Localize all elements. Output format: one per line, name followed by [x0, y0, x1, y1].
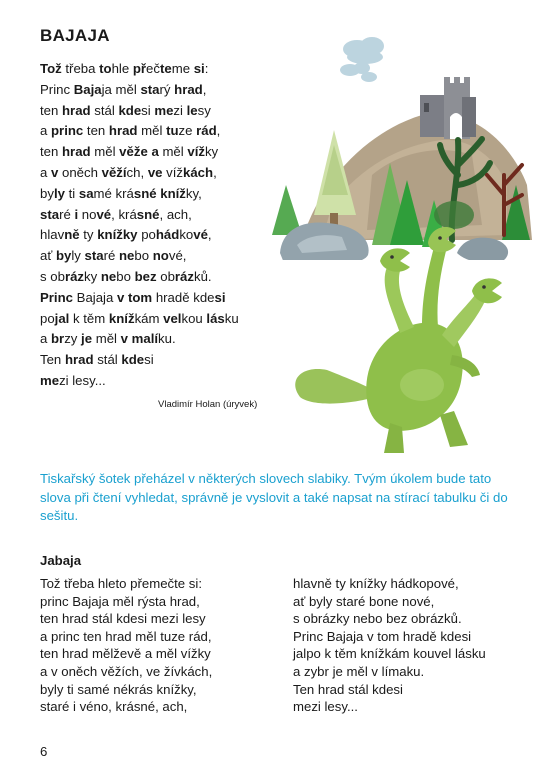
syllable: ré: [59, 206, 75, 222]
poem-line: [40, 163, 290, 184]
syllable: zi: [59, 372, 73, 388]
bold-syllable: že: [133, 144, 152, 160]
bold-syllable: Baja: [73, 81, 102, 97]
syllable: bo: [116, 268, 135, 284]
bold-syllable: Princ: [40, 289, 77, 305]
bold-syllable: me: [154, 102, 174, 118]
syllable: mé: [93, 185, 116, 201]
bold-syllable: kde: [118, 102, 142, 118]
bold-syllable: kníž: [108, 310, 135, 326]
bold-syllable: vé: [96, 206, 112, 222]
syllable: le: [72, 372, 83, 388]
bold-syllable: v: [51, 164, 62, 180]
syllable: ,: [182, 248, 187, 264]
bold-syllable: sné: [133, 185, 161, 201]
syllable: stál: [97, 352, 122, 368]
syllable: ,: [111, 206, 119, 222]
syllable: třeba: [65, 61, 100, 76]
bold-syllable: ne: [118, 248, 135, 264]
poem-line: [40, 309, 290, 330]
syllable: zy: [64, 331, 82, 347]
bold-syllable: kníž: [97, 227, 123, 243]
bold-syllable: hrad: [108, 123, 142, 139]
syllable: ku: [224, 310, 239, 326]
bold-syllable: hrad: [174, 81, 203, 97]
syllable: :: [204, 61, 209, 76]
syllable: ré: [103, 248, 119, 264]
syllable: měl: [95, 331, 121, 347]
syllable: a: [40, 123, 51, 139]
bold-syllable: no: [152, 248, 169, 264]
jabaja-line: ten hrad stál kdesi mezi lesy: [40, 611, 206, 627]
syllable: měl: [94, 144, 120, 160]
syllable: s: [40, 268, 51, 284]
castle-dragon-illustration: [272, 35, 534, 465]
syllable: po: [141, 227, 156, 243]
bold-syllable: si: [193, 61, 205, 76]
castle-icon: [420, 77, 476, 139]
syllable: měl: [162, 144, 188, 160]
bold-syllable: malí: [131, 331, 159, 347]
syllable: hlav: [40, 227, 65, 243]
syllable: hle: [111, 61, 133, 76]
jabaja-line: a zybr je měl v límaku.: [293, 663, 425, 679]
syllable: kám: [134, 310, 164, 326]
syllable: ze: [178, 123, 197, 139]
bold-syllable: te: [159, 61, 172, 76]
poem: [40, 59, 290, 392]
syllable: kde: [193, 289, 215, 305]
syllable: vé: [168, 248, 183, 264]
bold-syllable: hrad: [64, 352, 98, 368]
bold-syllable: věží: [101, 164, 127, 180]
bold-syllable: je: [81, 331, 96, 347]
syllable: .: [171, 331, 176, 347]
syllable: hradě: [155, 289, 194, 305]
poem-line: [40, 350, 290, 371]
syllable: ,: [207, 227, 212, 243]
syllable: ten: [40, 102, 62, 118]
jabaja-line: Ten hrad stál kdesi: [293, 681, 403, 697]
syllable: ob: [160, 268, 175, 284]
bold-syllable: kde: [121, 352, 145, 368]
bold-syllable: př: [132, 61, 147, 76]
syllable: ,: [198, 185, 202, 201]
poem-line: [40, 225, 290, 246]
syllable: sy: [197, 102, 211, 118]
poem-line: [40, 101, 290, 122]
bold-syllable: a: [151, 144, 163, 160]
bold-syllable: sta: [140, 81, 160, 97]
poem-line: [40, 142, 290, 163]
jabaja-line: ať byly staré bone nové,: [293, 593, 435, 609]
syllable: Ten: [40, 352, 65, 368]
bold-syllable: ráz: [64, 268, 84, 284]
bold-syllable: tom: [127, 289, 156, 305]
poem-line: [40, 205, 290, 226]
syllable: ky: [185, 185, 199, 201]
syllable: ků: [193, 268, 208, 284]
syllable: Princ: [40, 81, 74, 97]
syllable: ja: [101, 81, 116, 97]
poem-author: Vladimír Holan (úryvek): [158, 399, 258, 410]
syllable: , ach,: [159, 206, 192, 222]
bold-syllable: kníž: [160, 185, 186, 201]
syllable: si: [141, 102, 155, 118]
syllable: ch,: [126, 164, 148, 180]
bold-syllable: jal: [54, 310, 73, 326]
syllable: ,: [202, 81, 207, 97]
bold-syllable: rád: [196, 123, 217, 139]
syllable: víž: [166, 164, 184, 180]
syllable: bo: [134, 248, 153, 264]
bold-syllable: ve: [147, 164, 167, 180]
bold-syllable: tu: [166, 123, 179, 139]
jabaja-line: Princ Bajaja v tom hradě kdesi: [293, 628, 472, 644]
syllable: Bajaja: [76, 289, 117, 305]
syllable: ly: [71, 248, 85, 264]
syllable: ten: [40, 144, 62, 160]
syllable: si: [144, 352, 154, 368]
bold-syllable: si: [214, 289, 226, 305]
bold-syllable: princ: [51, 123, 87, 139]
syllable: stál: [94, 102, 119, 118]
syllable: no: [81, 206, 97, 222]
bold-syllable: hrad: [62, 144, 95, 160]
syllable: měl: [115, 81, 141, 97]
syllable: měl: [141, 123, 167, 139]
bold-syllable: to: [99, 61, 112, 76]
syllable: sy...: [82, 372, 106, 388]
bold-syllable: vé: [193, 227, 208, 243]
bold-syllable: me: [40, 372, 60, 388]
page-title: BAJAJA: [40, 26, 110, 45]
syllable: krá: [115, 185, 134, 201]
jabaja-title: Jabaja: [40, 553, 82, 568]
syllable: .: [207, 268, 212, 284]
bold-syllable: víž: [187, 144, 205, 160]
bold-syllable: kách: [183, 164, 214, 180]
syllable: ten: [86, 123, 109, 139]
jabaja-line: princ Bajaja měl rýsta hrad,: [40, 593, 200, 609]
page-number: 6: [40, 744, 48, 759]
poem-line: [40, 184, 290, 205]
task-instructions: Tiskařský šotek přeházel v některých slovech slabiky. Tvým úkolem bude tato slova při čtení vyhledat, správně je vyslovit a také napsat na stírací tabulku či do sešitu.: [40, 471, 508, 523]
poem-line: [40, 267, 290, 288]
jabaja-line: staré i véno, krásné, ach,: [40, 699, 188, 715]
bold-syllable: br: [51, 331, 65, 347]
bold-syllable: hrad: [62, 102, 95, 118]
bold-syllable: v: [120, 331, 132, 347]
jabaja-left-column: [40, 575, 270, 716]
syllable: k těm: [73, 310, 109, 326]
jabaja-line: mezi lesy...: [293, 699, 358, 715]
bold-syllable: i: [74, 206, 82, 222]
bold-syllable: sta: [40, 206, 60, 222]
syllable: ať: [40, 248, 56, 264]
syllable: po: [40, 310, 55, 326]
bold-syllable: ráz: [174, 268, 194, 284]
syllable: zi: [173, 102, 187, 118]
syllable: ku: [158, 331, 172, 347]
jabaja-right-column: [293, 575, 523, 716]
bold-syllable: bez: [134, 268, 161, 284]
bold-syllable: ne: [100, 268, 117, 284]
bold-syllable: ně: [64, 227, 84, 243]
bold-syllable: ky: [122, 227, 142, 243]
syllable: ,: [216, 123, 221, 139]
bold-syllable: sa: [78, 185, 94, 201]
bold-syllable: ly: [53, 185, 69, 201]
bold-syllable: vě: [119, 144, 134, 160]
poem-line: [40, 121, 290, 142]
syllable: ti: [68, 185, 79, 201]
bold-syllable: by: [55, 248, 72, 264]
syllable: eč: [146, 61, 160, 76]
bold-syllable: hád: [155, 227, 180, 243]
syllable: krá: [118, 206, 137, 222]
jabaja-line: s obrázky nebo bez obrázků.: [293, 611, 462, 627]
poem-line: [40, 246, 290, 267]
syllable: rý: [159, 81, 175, 97]
bold-syllable: vel: [163, 310, 182, 326]
jabaja-line: byly ti samé nékrás knížky,: [40, 681, 197, 697]
jabaja-line: ten hrad mělževě a měl vížky: [40, 646, 211, 662]
syllable: kou: [181, 310, 207, 326]
syllable: oněch: [62, 164, 102, 180]
syllable: ty: [83, 227, 98, 243]
bold-syllable: v: [116, 289, 128, 305]
jabaja-line: a v oněch věžích, ve žívkách,: [40, 663, 213, 679]
syllable: a: [40, 164, 51, 180]
jabaja-line: jalpo k těm knížkám kouvel lásku: [293, 646, 486, 662]
syllable: ko: [179, 227, 194, 243]
jabaja-line: a princ ten hrad měl tuze rád,: [40, 628, 212, 644]
syllable: ky: [84, 268, 101, 284]
syllable: ky: [204, 144, 219, 160]
poem-line: [40, 371, 290, 392]
bold-syllable: le: [186, 102, 198, 118]
syllable: by: [40, 185, 54, 201]
cloud-icon: [340, 37, 384, 82]
syllable: me: [171, 61, 194, 76]
syllable: ob: [50, 268, 65, 284]
jabaja-line: hlavně ty knížky hádkopové,: [293, 576, 459, 591]
jabaja-line: Tož třeba hleto přemečte si:: [40, 576, 202, 591]
bold-syllable: Tož: [40, 61, 66, 76]
poem-line: [40, 59, 290, 80]
syllable: ,: [213, 164, 217, 180]
poem-line: [40, 329, 290, 350]
bold-syllable: sta: [84, 248, 104, 264]
bold-syllable: sné: [136, 206, 160, 222]
poem-line: [40, 288, 290, 309]
poem-line: [40, 80, 290, 101]
syllable: a: [40, 331, 51, 347]
bold-syllable: lás: [206, 310, 225, 326]
